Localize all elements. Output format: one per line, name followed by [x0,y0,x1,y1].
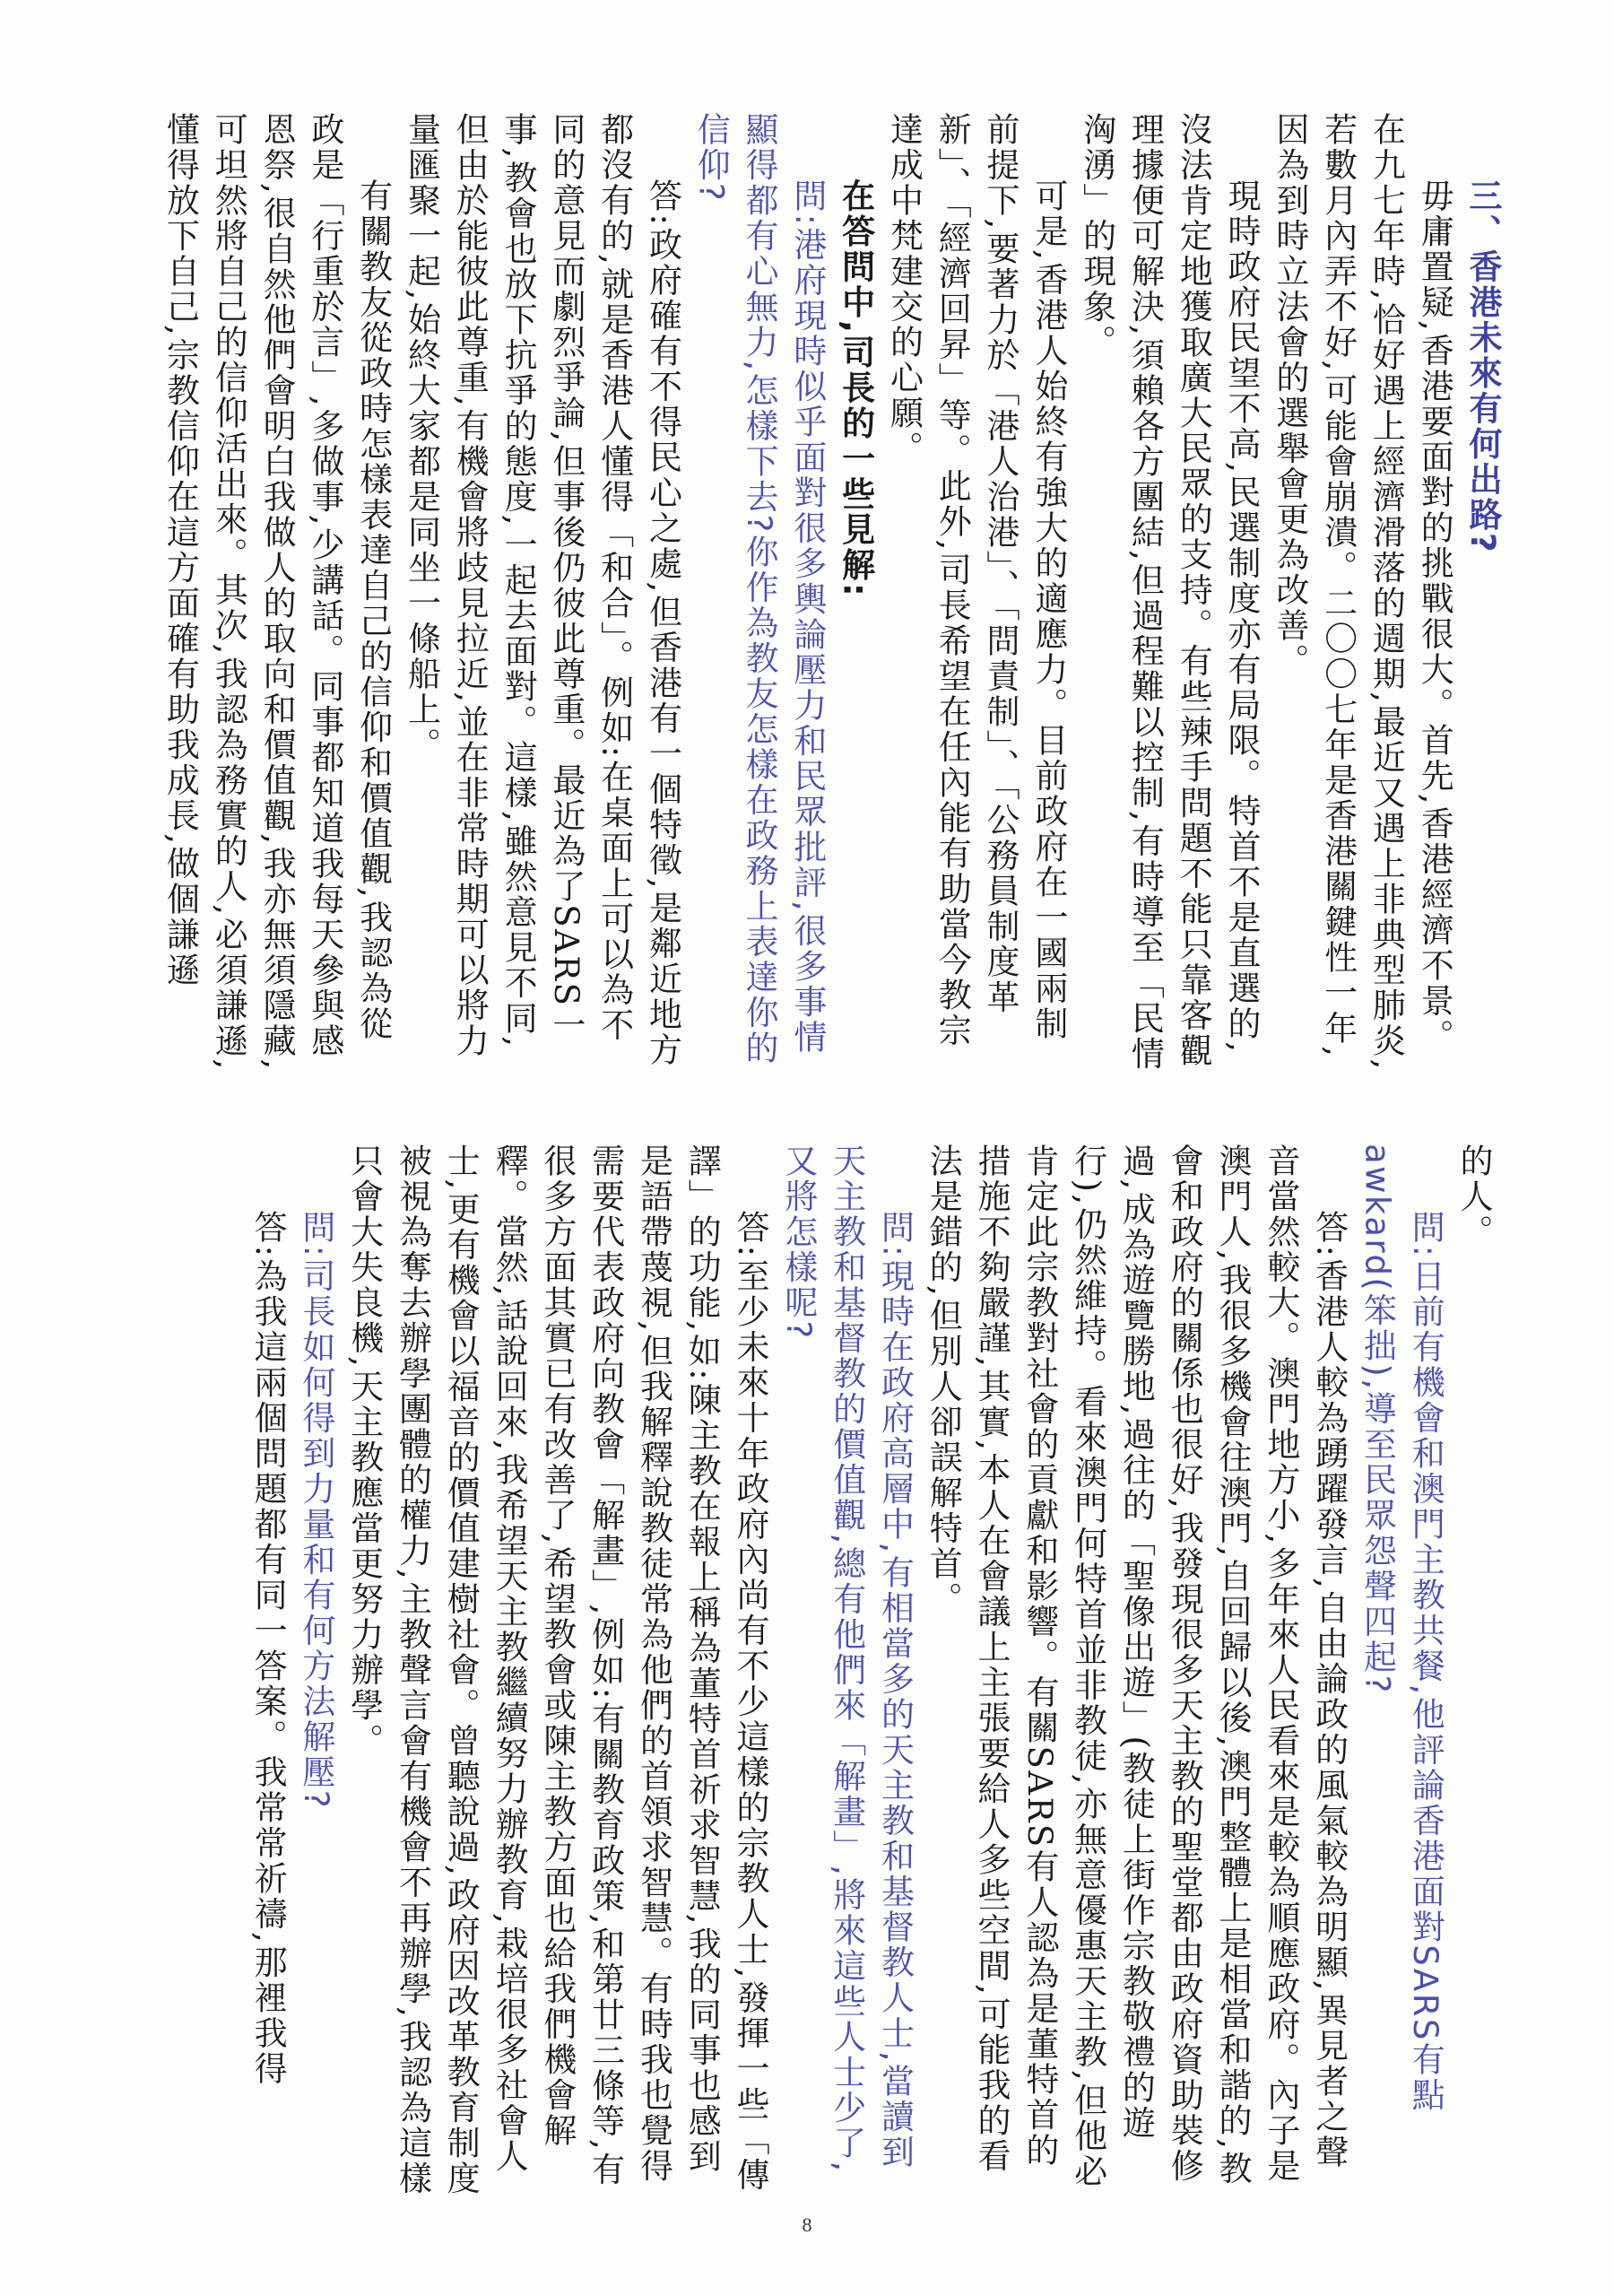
answer: 有關教友從政時怎樣表達自己的信仰和價值觀,我認為從政是「行重於言」,多做事,少講話。同事都知道我每天參與感恩祭,很自然他們會明白我做人的取向和價值觀,我亦無須隱藏,可坦然將自己的信仰活出來。其次,我認為務實的人,必須謙遜,懂得放下自己,宗教信仰在這方面確有助我成長,做個謙遜 [161,112,393,1072]
question: 問:司長如何得到力量和有何方法解壓? [296,1210,335,1811]
answer: 答:為我這兩個問題都有同一答案。我常常祈禱,那裡我得 [248,1210,288,2087]
question: 問:日前有機會和澳門主教共餐,他評論香港面對SARS有點awkard(笨拙),導至民眾怨聲四起? [1358,1144,1445,2113]
answer: 答:政府確有不得民心之處,但香港有一個特徵,是鄰近地方都沒有的,就是香港人懂得「和合」。例如:在桌面上可以為不同的意見而劇烈爭論,但事後仍彼此尊重。最近為了SARS一事,教會也放下抗爭的態度,一起去面對。這樣,雖然意見不同,但由於能彼此尊重,有機會將歧見拉近,並在非常時期可以將力量匯聚一起,始終大家都是同坐一條船上。 [402,112,682,1068]
section-heading: 三、香港未來有何出路? [1463,178,1502,554]
paragraph: 可是,香港人始終有強大的適應力。目前政府在一國兩制前提下,要著力於「港人治港」、「問責制」、「公務員制度革新」、「經濟回昇」等。此外,司長希望在任內能有助當今教宗達成中梵建交的心願。 [884,112,1068,1048]
answer: 答:至少未來十年政府內尚有不少這樣的宗教人士,發揮一些「傳譯」的功能,如:陳主教在報上稱為董特首祈求智慧,我的同事也感到是語帶蔑視,但我解釋說教徒常為他們的首領求智慧。有時我也覺得需要代表政府向教會「解畫」,例如:有關教育政策,和第廿三條等,有很多方面其實已有改善了,希望教會或陳主教方面也給我們機會解釋。當然,話說回來,我希望天主教繼續努力辦教育,栽培很多社會人士,更有機會以福音的價值建樹社會。曾聽說過,政府因改革教育制度被視為奪去辦學團體的權力,主教聲言會有機會不再辦學,我認為這樣只會大失良機,天主教應當更努力辦學。 [344,1144,770,2197]
lower-text-block [243,1144,1497,2202]
paragraph-continuation: 的人。 [1454,1144,1493,1250]
page-number: 8 [802,2213,812,2236]
interview-subheading: 在答問中,司長的一些見解: [836,178,875,599]
answer: 答:香港人較為踴躍發言,自由論政的風氣較為明顯,異見者之聲音當然較大。澳門地方小,多年來人民看來是較為順應政府。內子是澳門人,我很多機會往澳門,自回歸以後,澳門整體上是相當和諧的,教會和政府的關係也很好,我發現很多天主教的聖堂都由政府資助裝修過,成為遊覽勝地,過往的「聖像出遊」(教徒上街作宗教敬禮的遊行),仍然維持。看來澳門何特首並非教徒,亦無意優惠天主教,但他必肯定此宗教對社會的貢獻和影響。有關SARS有人認為是董特首的措施不夠嚴謹,其實,本人在會議上主張要給人多些空間,可能我的看法是錯的,但別人卻誤解特首。 [924,1144,1349,2189]
paragraph: 毋庸置疑,香港要面對的挑戰很大。首先,香港經濟不景。在九七年時,恰好遇上經濟滑落的週期,最近又遇上非典型肺炎,若數月內弄不好,可能會崩潰。二〇〇七年是香港關鍵性一年,因為到時立法會的選舉會更為改善。 [1270,112,1454,1072]
question: 問:現時在政府高層中,有相當多的天主教和基督教人士,當讀到天主教和基督教的價值觀,總有他們來「解畫」,將來這些人士少了,又將怎樣呢? [778,1144,915,2174]
paragraph: 現時政府民望不高,民選制度亦有局限。特首不是直選的,沒法肯定地獲取廣大民眾的支持。有些辣手問題不能只靠客觀理據便可解決,須賴各方團結,但過程難以控制,有時導至「民情洶湧」的現象。 [1077,112,1262,1072]
question: 問:港府現時似乎面對很多輿論壓力和民眾批評,很多事情顯得都有心無力,怎樣下去?你作為教友怎樣在政務上表達你的信仰? [691,112,827,1066]
upper-text-block [156,112,1506,1076]
